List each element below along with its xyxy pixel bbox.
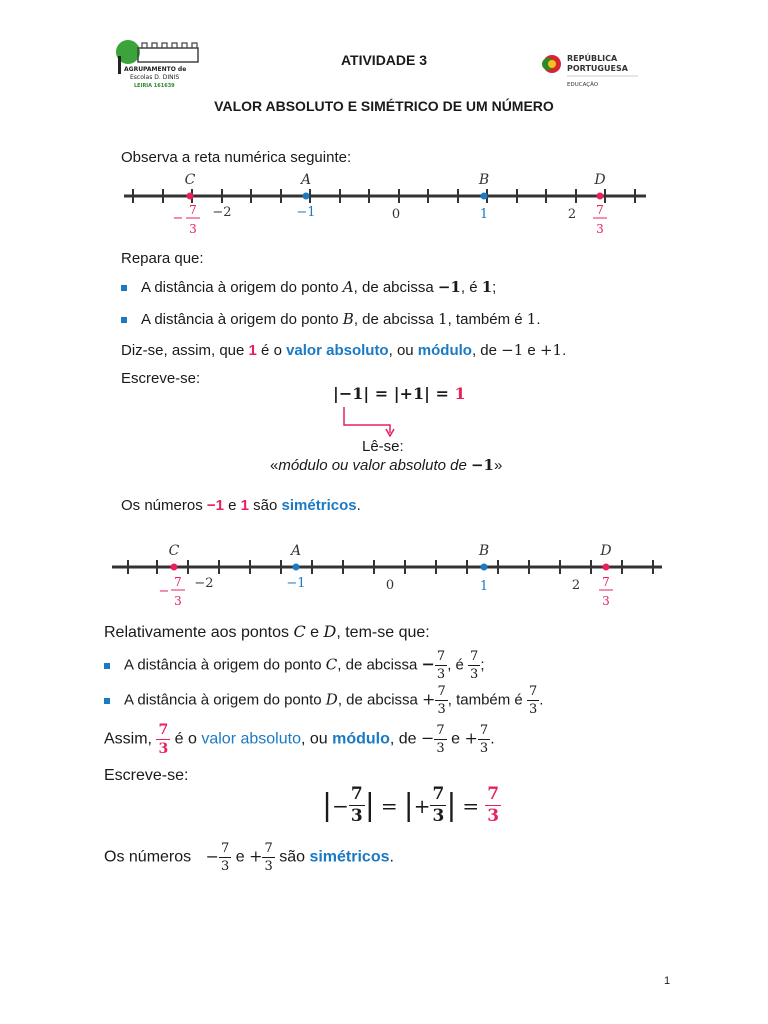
fraction: $\frac{7}{3}$ (528, 684, 538, 717)
tick-minus1: −1 (286, 576, 306, 591)
tick-minus1: −1 (296, 205, 316, 220)
bullet-icon (121, 317, 127, 323)
assim-line: Assim, $\frac{7}{3}$ é o valor absoluto, ou módulo, de − $\frac{7}{3}$ e + $\frac{7}{3}$ . (104, 722, 495, 757)
part2-bullet-1: A distância à origem do ponto C, de abcissa − $\frac{7}{3}$ , é $\frac{7}{3}$ ; (104, 650, 485, 681)
escreve-se-2: Escreve-se: (104, 767, 189, 784)
page-title: ATIVIDADE 3 (340, 52, 428, 68)
tick-minus2: −2 (212, 205, 232, 220)
repara-heading: Repara que: (121, 250, 204, 267)
repara-bullet-2: A distância à origem do ponto B, de abcissa 1, também é 1. (121, 310, 541, 328)
fraction: $\frac{7}{3}$ (221, 841, 230, 874)
frac-den-c: 3 (189, 222, 197, 236)
tick-minus2: −2 (194, 576, 214, 591)
formula-1: |−1| = |+1| = 1 (333, 384, 466, 403)
fraction: $\frac{7}{3}$ (437, 684, 446, 717)
number-line-1 (118, 170, 653, 242)
bullet-icon (104, 663, 110, 669)
tick-one: 1 (479, 207, 489, 222)
arrow-icon (340, 405, 400, 437)
diz-se-line: Diz-se, assim, que 1 é o valor absoluto, ou módulo, de −1 e +1. (121, 341, 567, 359)
repara-bullet-1: A distância à origem do ponto A, de abcissa −1, é 1; (121, 278, 496, 296)
frac-num-d: 7 (602, 575, 610, 589)
fraction: $\frac{7}{3}$ (158, 722, 169, 757)
le-se-label: Lê-se: (362, 438, 404, 455)
point-label-d: D (594, 172, 606, 188)
svg-text:AGRUPAMENTO de: AGRUPAMENTO de (124, 66, 187, 73)
fraction: $\frac{7}{3}$ (264, 841, 273, 874)
escreve-se-1: Escreve-se: (121, 370, 201, 387)
frac-num-c: 7 (189, 203, 197, 217)
republic-logo (540, 50, 640, 94)
tick-two: 2 (567, 207, 577, 222)
tick-two: 2 (571, 578, 581, 593)
simetricos-line-2: Os números − $\frac{7}{3}$ e + $\frac{7}{3}$ são simétricos. (104, 841, 394, 874)
neg-sign-c: − (158, 584, 170, 599)
fraction: $\frac{7}{3}$ (350, 784, 363, 826)
frac-num-c: 7 (174, 575, 182, 589)
fraction: $\frac{7}{3}$ (470, 649, 479, 682)
fraction: $\frac{7}{3}$ (479, 723, 489, 756)
tick-zero: 0 (391, 207, 401, 222)
frac-num-d: 7 (596, 203, 604, 217)
frac-den-c: 3 (174, 594, 182, 608)
page-subtitle: VALOR ABSOLUTO E SIMÉTRICO DE UM NÚMERO (214, 98, 554, 114)
fraction: $\frac{7}{3}$ (432, 784, 445, 826)
svg-text:REPÚBLICA: REPÚBLICA (567, 54, 618, 63)
neg-sign-c: − (172, 211, 184, 226)
point-label-b: B (478, 543, 490, 559)
svg-text:Escolas D. DINIS: Escolas D. DINIS (130, 74, 180, 81)
point-label-c: C (184, 172, 196, 188)
point-label-a: A (300, 172, 312, 188)
frac-den-d: 3 (602, 594, 610, 608)
number-line-2 (108, 540, 670, 616)
formula-2: | − $\frac{7}{3}$ | = | + $\frac{7}{3}$ | = $\frac{7}{3}$ (322, 784, 500, 826)
part2-heading: Relativamente aos pontos C e D, tem-se que: (104, 622, 430, 641)
svg-text:EDUCAÇÃO: EDUCAÇÃO (567, 82, 599, 88)
part2-bullet-2: A distância à origem do ponto D, de abcissa + $\frac{7}{3}$ , também é $\frac{7}{3}$ . (104, 685, 543, 716)
point-label-a: A (290, 543, 302, 559)
page-number: 1 (664, 975, 671, 987)
bullet-icon (104, 698, 110, 704)
fraction: $\frac{7}{3}$ (436, 723, 445, 756)
le-se-text: «módulo ou valor absoluto de −1» (270, 456, 503, 474)
svg-text:PORTUGUESA: PORTUGUESA (567, 64, 628, 73)
point-label-d: D (600, 543, 612, 559)
point-label-b: B (478, 172, 490, 188)
simetricos-line-1: Os números −1 e 1 são simétricos. (121, 497, 361, 514)
point-label-c: C (168, 543, 180, 559)
bullet-icon (121, 285, 127, 291)
tick-one: 1 (479, 579, 489, 594)
tick-zero: 0 (385, 578, 395, 593)
svg-text:LEIRIA 161639: LEIRIA 161639 (134, 83, 175, 89)
fraction: $\frac{7}{3}$ (436, 649, 446, 682)
intro-text: Observa a reta numérica seguinte: (121, 149, 352, 166)
fraction: $\frac{7}{3}$ (487, 784, 500, 826)
frac-den-d: 3 (596, 222, 604, 236)
